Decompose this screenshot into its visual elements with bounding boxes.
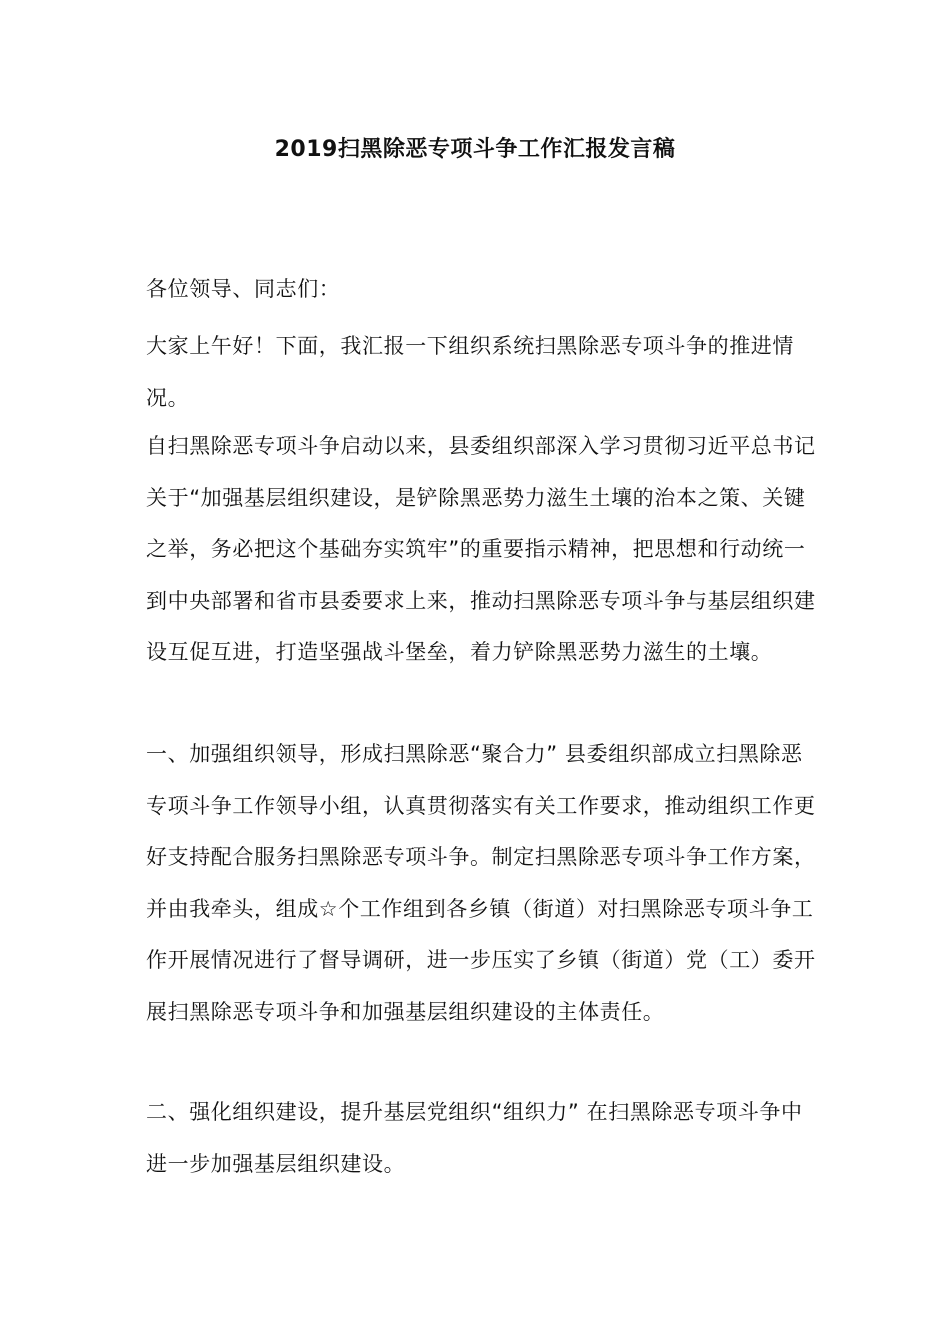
paragraph-section-1: 一、加强组织领导，形成扫黑除恶“聚合力” 县委组织部成立扫黑除恶专项斗争工作领导小组，认真贯彻落实有关工作要求，推动组织工作更好支持配合服务扫黑除恶专项斗争。制定扫黑除恶专项斗争工作方案，并由我牵头，组成☆个工作组到各乡镇（街道）对扫黑除恶专项斗争工作开展情况进行了督导调研，进一步压实了乡镇（街道）党（工）委开展扫黑除恶专项斗争和加强基层组织建设的主体责任。: [146, 742, 816, 1024]
document-title: 2019扫黑除恶专项斗争工作汇报发言稿: [274, 137, 676, 162]
paragraph-greeting: 大家上午好！下面，我汇报一下组织系统扫黑除恶专项斗争的推进情况。: [146, 334, 794, 410]
paragraph-salutation: 各位领导、同志们：: [146, 277, 341, 301]
paragraph-intro: 自扫黑除恶专项斗争启动以来，县委组织部深入学习贯彻习近平总书记关于“加强基层组织建设，是铲除黑恶势力滋生土壤的治本之策、关键之举，务必把这个基础夯实筑牢”的重要指示精神，把思想和行动统一到中央部署和省市县委要求上来，推动扫黑除恶专项斗争与基层组织建设互促互进，打造坚强战斗堡垒，着力铲除黑恶势力滋生的土壤。: [146, 434, 816, 664]
paragraph-section-2: 二、强化组织建设，提升基层党组织“组织力” 在扫黑除恶专项斗争中进一步加强基层组织建设。: [146, 1100, 803, 1176]
